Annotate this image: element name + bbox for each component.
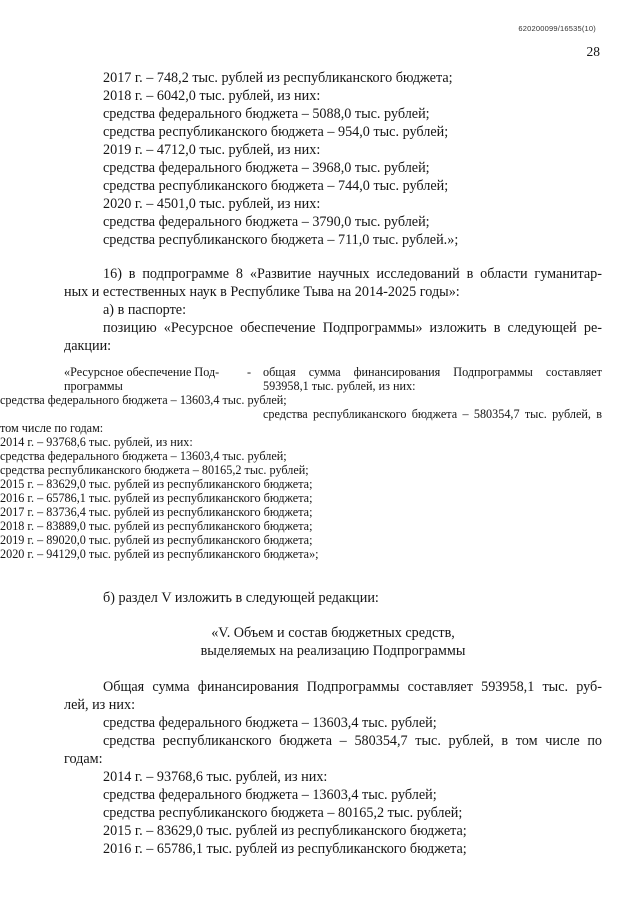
- section-title-line1: «V. Объем и состав бюджетных средств,: [211, 625, 455, 641]
- passport-line: 2015 г. – 83629,0 тыс. рублей из республиканского бюджета;: [0, 477, 313, 491]
- passport-line: 2017 г. – 83736,4 тыс. рублей из республиканского бюджета;: [0, 505, 313, 519]
- bottom-p2-line1: средства республиканского бюджета – 580354,7 тыс. рублей, в том числе по: [103, 733, 602, 749]
- item16-line4: позицию «Ресурсное обеспечение Подпрограммы» изложить в следующей ре-: [103, 320, 602, 336]
- bottom-line: 2014 г. – 93768,6 тыс. рублей, из них:: [103, 769, 328, 785]
- bottom-line: средства федерального бюджета – 13603,4 тыс. рублей;: [103, 787, 437, 803]
- bottom-p1-line1: Общая сумма финансирования Подпрограммы составляет 593958,1 тыс. руб-: [103, 679, 602, 695]
- text-line: средства республиканского бюджета – 711,0 тыс. рублей.»;: [103, 232, 459, 248]
- passport-line: 2020 г. – 94129,0 тыс. рублей из республиканского бюджета»;: [0, 547, 319, 561]
- bottom-line: средства федерального бюджета – 13603,4 тыс. рублей;: [103, 715, 437, 731]
- passport-line: 593958,1 тыс. рублей, из них:: [263, 379, 416, 393]
- text-line: средства республиканского бюджета – 954,0 тыс. рублей;: [103, 124, 449, 140]
- passport-dash: -: [247, 365, 252, 379]
- text-line: 2019 г. – 4712,0 тыс. рублей, из них:: [103, 142, 321, 158]
- passport-line: средства федерального бюджета – 13603,4 тыс. рублей;: [0, 393, 287, 407]
- bottom-line: 2016 г. – 65786,1 тыс. рублей из республиканского бюджета;: [103, 841, 467, 857]
- item16-line2: ных и естественных наук в Республике Тыва на 2014-2025 годы»:: [64, 284, 460, 300]
- section-b-intro: б) раздел V изложить в следующей редакции:: [103, 590, 379, 606]
- passport-line: 2018 г. – 83889,0 тыс. рублей из республиканского бюджета;: [0, 519, 313, 533]
- passport-line: средства республиканского бюджета – 580354,7 тыс. рублей, в: [263, 407, 602, 421]
- text-line: 2017 г. – 748,2 тыс. рублей из республиканского бюджета;: [103, 70, 453, 86]
- item16-line1: 16) в подпрограмме 8 «Развитие научных исследований в области гуманитар-: [103, 266, 602, 282]
- item16-line5: дакции:: [64, 338, 112, 354]
- passport-line: 2019 г. – 89020,0 тыс. рублей из республиканского бюджета;: [0, 533, 313, 547]
- bottom-p2-line2: годам:: [64, 751, 103, 767]
- section-title-line2: выделяемых на реализацию Подпрограммы: [200, 643, 466, 659]
- text-line: средства федерального бюджета – 3790,0 тыс. рублей;: [103, 214, 430, 230]
- passport-line: общая сумма финансирования Подпрограммы составляет: [263, 365, 602, 379]
- passport-line: том числе по годам:: [0, 421, 104, 435]
- bottom-p1-line2: лей, из них:: [64, 697, 136, 713]
- document-code: 620200099/16535(10): [518, 24, 596, 33]
- text-line: средства республиканского бюджета – 744,0 тыс. рублей;: [103, 178, 449, 194]
- bottom-line: 2015 г. – 83629,0 тыс. рублей из республиканского бюджета;: [103, 823, 467, 839]
- passport-label-line2: программы: [64, 378, 123, 393]
- text-line: 2018 г. – 6042,0 тыс. рублей, из них:: [103, 88, 321, 104]
- text-line: средства федерального бюджета – 5088,0 тыс. рублей;: [103, 106, 430, 122]
- passport-line: средства федерального бюджета – 13603,4 тыс. рублей;: [0, 449, 287, 463]
- passport-label-line1: «Ресурсное обеспечение Под-: [64, 365, 220, 379]
- passport-line: 2016 г. – 65786,1 тыс. рублей из республиканского бюджета;: [0, 491, 313, 505]
- item16-line3: а) в паспорте:: [103, 302, 187, 318]
- text-line: средства федерального бюджета – 3968,0 тыс. рублей;: [103, 160, 430, 176]
- passport-line: средства республиканского бюджета – 80165,2 тыс. рублей;: [0, 463, 309, 477]
- text-line: 2020 г. – 4501,0 тыс. рублей, из них:: [103, 196, 321, 212]
- passport-label: [64, 366, 246, 394]
- passport-line: 2014 г. – 93768,6 тыс. рублей, из них:: [0, 435, 193, 449]
- page-number: 28: [586, 44, 600, 59]
- bottom-line: средства республиканского бюджета – 80165,2 тыс. рублей;: [103, 805, 463, 821]
